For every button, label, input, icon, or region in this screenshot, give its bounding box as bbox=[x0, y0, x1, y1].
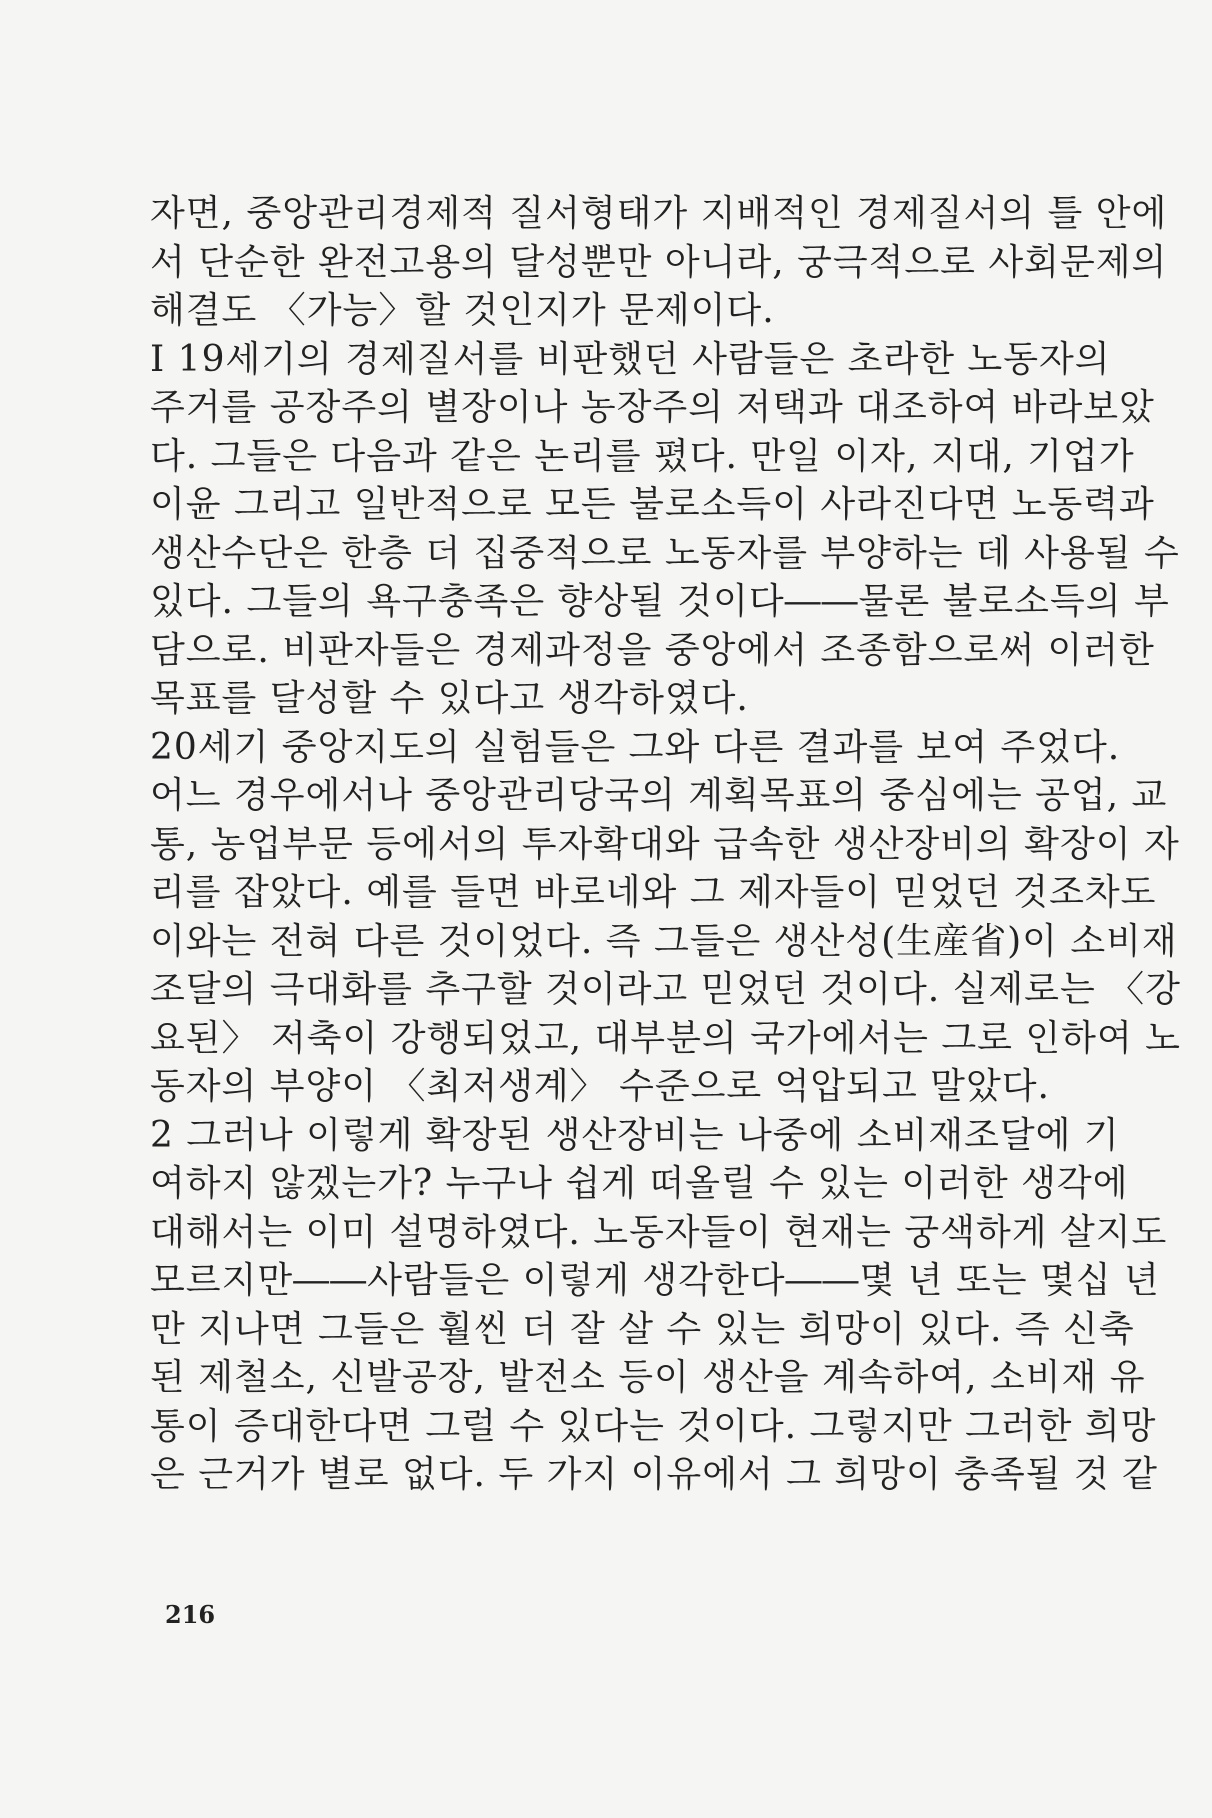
text-line: 생산수단은 한층 더 집중적으로 노동자를 부양하는 데 사용될 수 bbox=[150, 532, 1180, 574]
text-line: 해결도 〈가능〉할 것인지가 문제이다. bbox=[150, 290, 775, 331]
text-line: 대해서는 이미 설명하였다. 노동자들이 현재는 궁색하게 살지도 bbox=[150, 1211, 1168, 1253]
text-line: 목표를 달성할 수 있다고 생각하였다. bbox=[150, 678, 749, 719]
text-line: 통이 증대한다면 그럴 수 있다는 것이다. 그렇지만 그러한 희망 bbox=[150, 1405, 1157, 1447]
text-line: 이윤 그리고 일반적으로 모든 불로소득이 사라진다면 노동력과 bbox=[150, 484, 1155, 525]
body-text bbox=[150, 190, 1181, 1500]
text-line: 담으로. 비판자들은 경제과정을 중앙에서 조종함으로써 이러한 bbox=[150, 629, 1155, 671]
text-line: 주거를 공장주의 별장이나 농장주의 저택과 대조하여 바라보았 bbox=[150, 387, 1155, 428]
text-line: 여하지 않겠는가? 누구나 쉽게 떠올릴 수 있는 이러한 생각에 bbox=[150, 1163, 1129, 1204]
text-line: 통, 농업부문 등에서의 투자확대와 급속한 생산장비의 확장이 자 bbox=[150, 823, 1180, 865]
text-line: 있다. 그들의 욕구충족은 향상될 것이다――물론 불로소득의 부 bbox=[150, 581, 1170, 622]
text-line: 모르지만――사람들은 이렇게 생각한다――몇 년 또는 몇십 년 bbox=[150, 1260, 1160, 1301]
text-line: 된 제철소, 신발공장, 발전소 등이 생산을 계속하여, 소비재 유 bbox=[150, 1357, 1146, 1398]
text-line: 이와는 전혀 다른 것이었다. 즉 그들은 생산성(生産省)이 소비재 bbox=[150, 920, 1178, 962]
text-line: 자면, 중앙관리경제적 질서형태가 지배적인 경제질서의 틀 안에 bbox=[150, 193, 1168, 234]
text-line: 요된〉 저축이 강행되었고, 대부분의 국가에서는 그로 인하여 노 bbox=[150, 1017, 1181, 1059]
text-line: 만 지나면 그들은 훨씬 더 잘 살 수 있는 희망이 있다. 즉 신축 bbox=[150, 1308, 1135, 1350]
text-line: 20세기 중앙지도의 실험들은 그와 다른 결과를 보여 주었다. bbox=[150, 726, 1121, 768]
text-line: 동자의 부양이 〈최저생계〉 수준으로 억압되고 말았다. bbox=[150, 1066, 1050, 1107]
text-line: 은 근거가 별로 없다. 두 가지 이유에서 그 희망이 충족될 것 같 bbox=[150, 1454, 1158, 1495]
text-line: 어느 경우에서나 중앙관리당국의 계획목표의 중심에는 공업, 교 bbox=[150, 775, 1168, 816]
text-line: 리를 잡았다. 예를 들면 바로네와 그 제자들이 믿었던 것조차도 bbox=[150, 872, 1157, 913]
text-line: 다. 그들은 다음과 같은 논리를 폈다. 만일 이자, 지대, 기업가 bbox=[150, 435, 1135, 477]
text-line: 서 단순한 완전고용의 달성뿐만 아니라, 궁극적으로 사회문제의 bbox=[150, 241, 1168, 283]
text-line: 조달의 극대화를 추구할 것이라고 믿었던 것이다. 실제로는 〈강 bbox=[150, 969, 1181, 1010]
text-line: 2 그러나 이렇게 확장된 생산장비는 나중에 소비재조달에 기 bbox=[150, 1114, 1120, 1156]
page-number: 216 bbox=[165, 1600, 216, 1629]
text-line: I 19세기의 경제질서를 비판했던 사람들은 초라한 노동자의 bbox=[150, 338, 1111, 380]
